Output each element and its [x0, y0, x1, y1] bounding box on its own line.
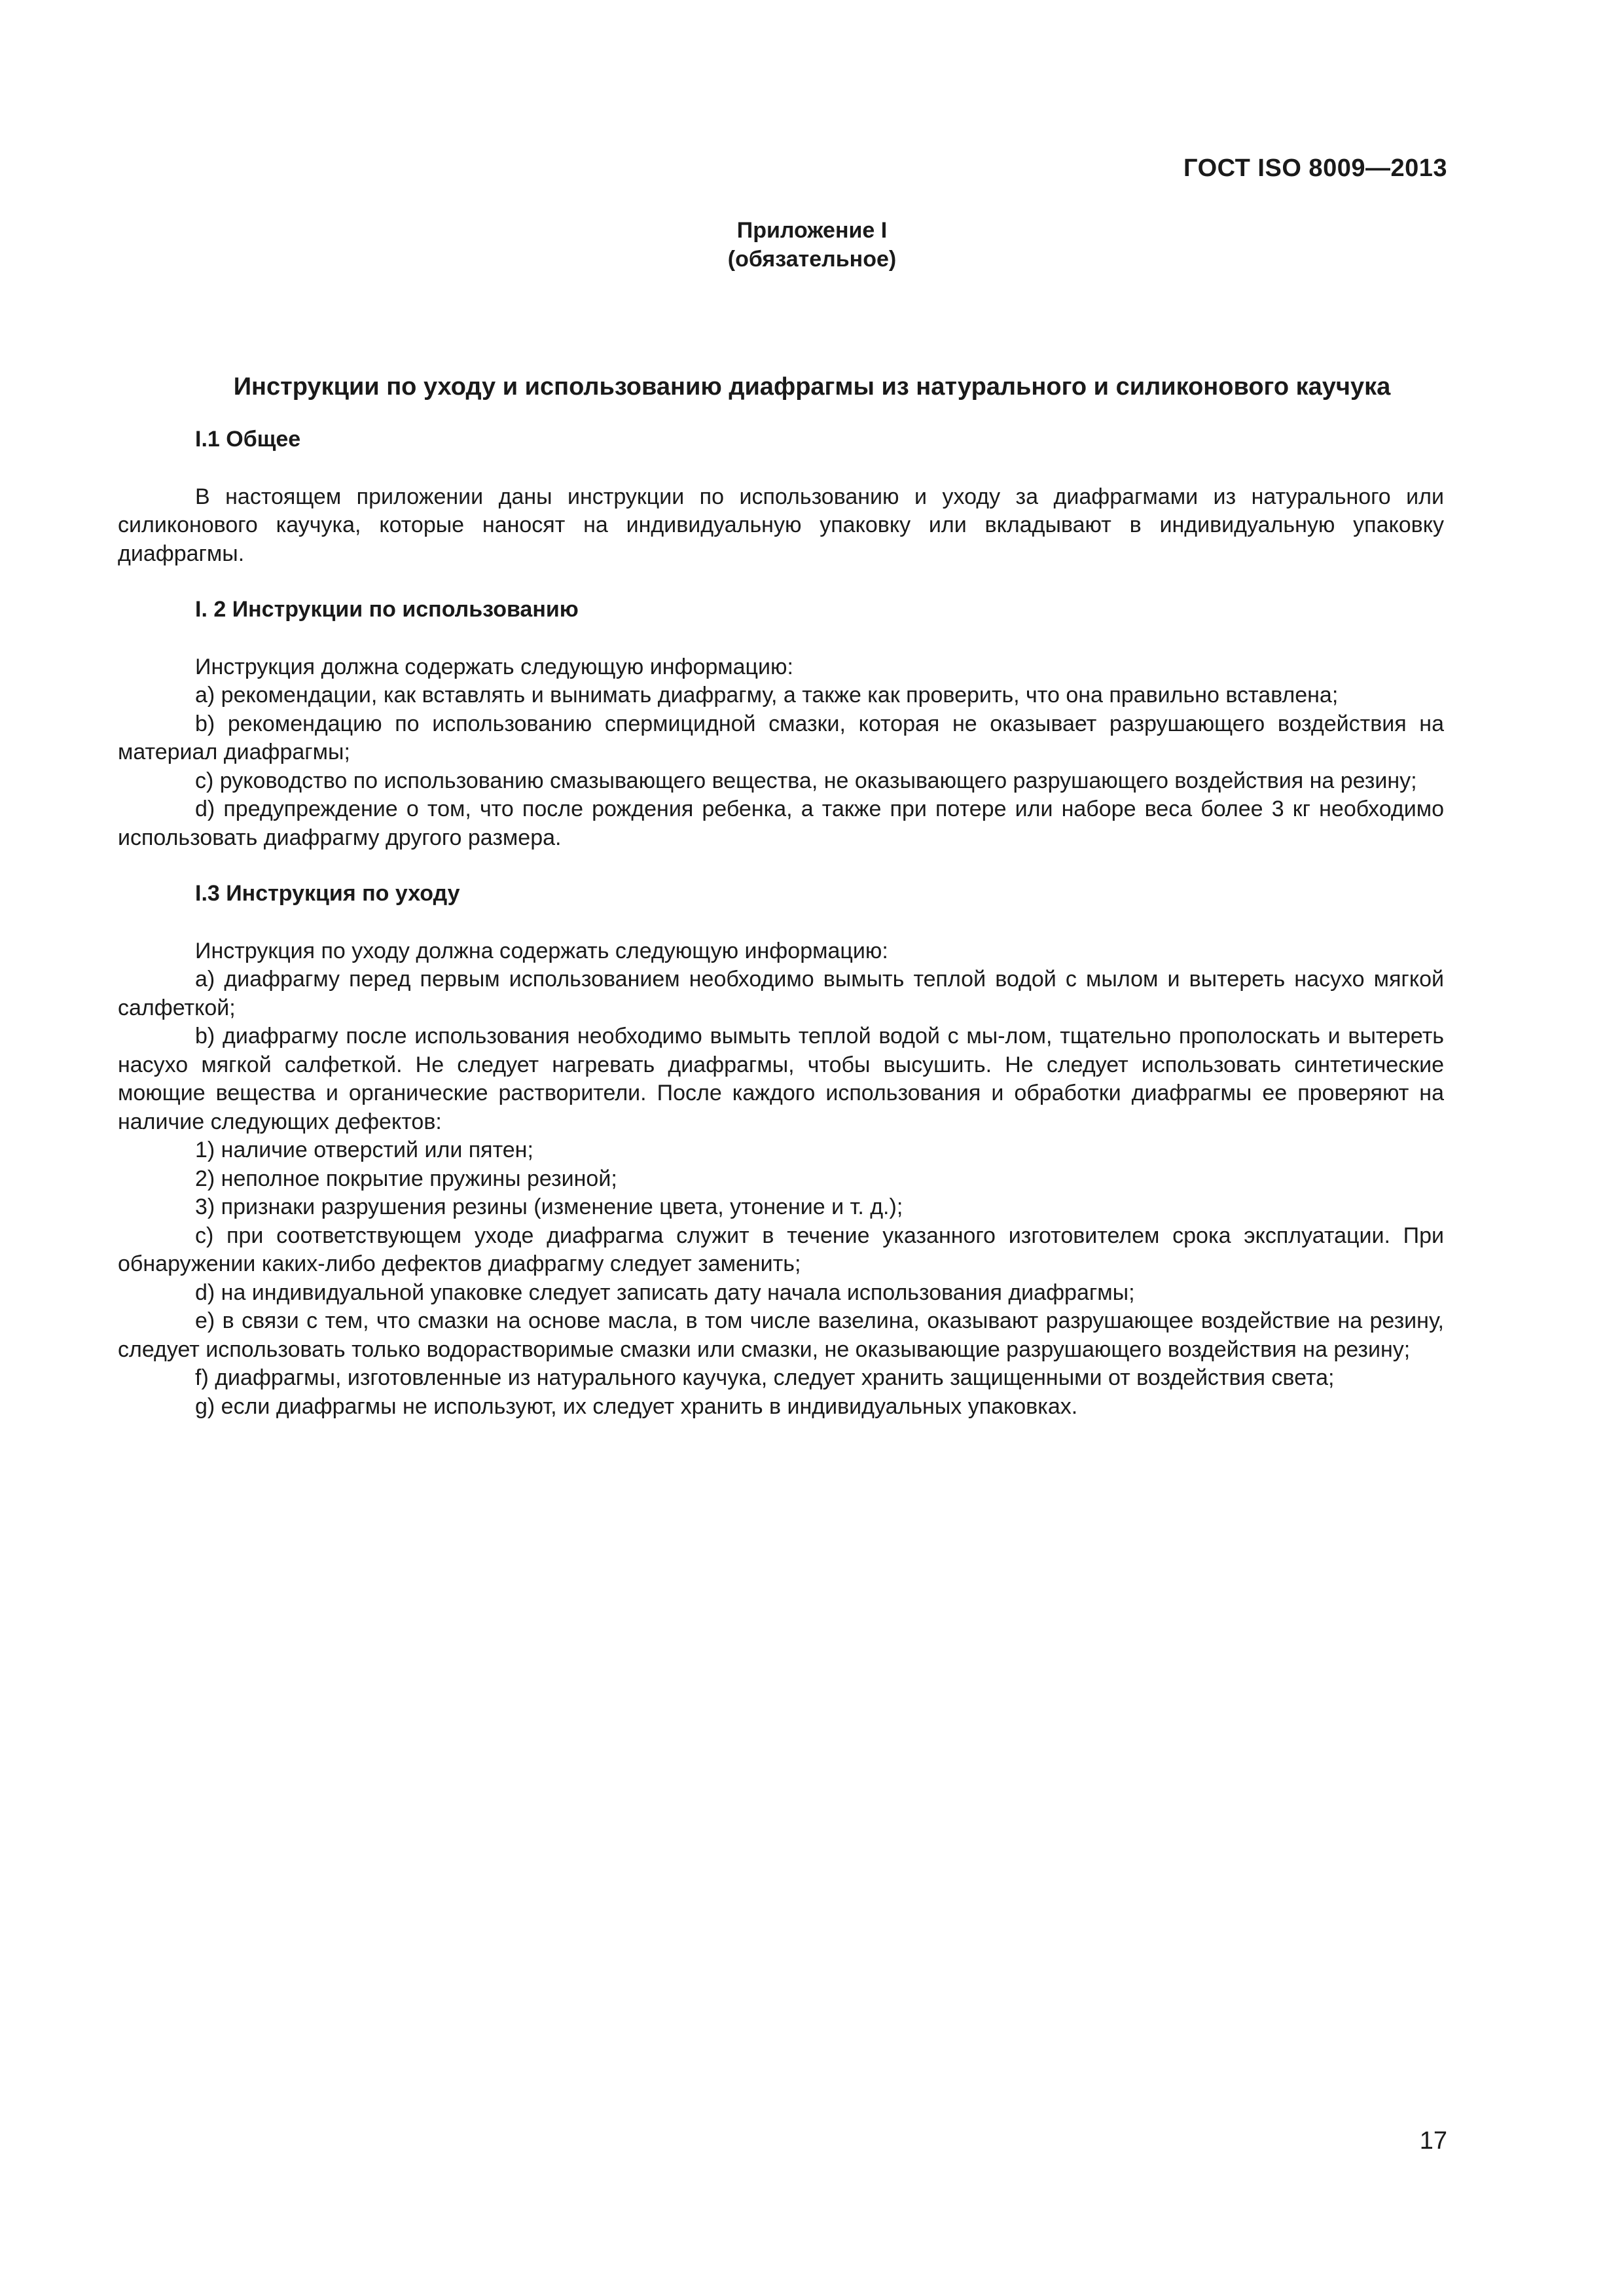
list-item: d) предупреждение о том, что после рождения ребенка, а также при потере или наборе веса более 3 кг необходимо использовать диафрагму другого размера.	[118, 797, 1444, 850]
list-item: c) руководство по использованию смазывающего вещества, не оказывающего разрушающего воздействия на резину;	[195, 768, 1417, 793]
list-item: d) на индивидуальной упаковке следует записать дату начала использования диафрагмы;	[195, 1280, 1135, 1305]
list-item: 3) признаки разрушения резины (изменение цвета, утонение и т. д.);	[195, 1194, 903, 1219]
list-item: 2) неполное покрытие пружины резиной;	[195, 1166, 617, 1191]
appendix-heading	[0, 216, 1624, 274]
paragraph: В настоящем приложении даны инструкции по использованию и уходу за диафрагмами из натурального или силиконового каучука, которые наносят на индивидуальную упаковку или вкладывают в индивидуальную упаковку диафрагмы.	[118, 484, 1444, 566]
section-heading-care: I.3 Инструкция по уходу	[195, 881, 460, 906]
list-item: g) если диафрагмы не используют, их следует хранить в индивидуальных упаковках.	[195, 1393, 1078, 1419]
list-item: f) диафрагмы, изготовленные из натурального каучука, следует хранить защищенными от воздействия света;	[195, 1365, 1335, 1390]
section-heading-usage: I. 2 Инструкции по использованию	[195, 597, 579, 622]
paragraph: Инструкция должна содержать следующую информацию:	[195, 654, 793, 679]
list-item: a) рекомендации, как вставлять и вынимать диафрагму, а также как проверить, что она правильно вставлена;	[195, 683, 1339, 708]
document-title: Инструкции по уходу и использованию диафрагмы из натурального и силиконового каучука	[233, 373, 1391, 401]
list-item: c) при соответствующем уходе диафрагма служит в течение указанного изготовителем срока эксплуатации. При обнаружении каких-либо дефектов диафрагму следует заменить;	[118, 1223, 1444, 1276]
list-item: e) в связи с тем, что смазки на основе масла, в том числе вазелина, оказывают разрушающее воздействие на резину, следует использовать только водорастворимые смазки или смазки, не оказывающие разрушающего воздействия на резину;	[118, 1308, 1444, 1362]
list-item: b) диафрагму после использования необходимо вымыть теплой водой с мы-лом, тщательно прополоскать и вытереть насухо мягкой салфеткой. Не следует нагревать диафрагмы, чтобы высушить. Не следует использовать синтетические моющие вещества и органические растворители. После каждого использования и обработки диафрагмы ее проверяют на наличие следующих дефектов:	[118, 1024, 1444, 1134]
appendix-name: Приложение I	[736, 218, 888, 243]
list-item: a) диафрагму перед первым использованием необходимо вымыть теплой водой с мылом и вытереть насухо мягкой салфеткой;	[118, 967, 1444, 1020]
list-item: b) рекомендацию по использованию спермицидной смазки, которая не оказывает разрушающего воздействия на материал диафрагмы;	[118, 711, 1444, 764]
list-item: 1) наличие отверстий или пятен;	[195, 1138, 533, 1162]
standard-id: ГОСТ ISO 8009—2013	[1183, 154, 1447, 182]
page-number: 17	[1419, 2127, 1447, 2155]
appendix-status: (обязательное)	[727, 247, 897, 272]
paragraph: Инструкция по уходу должна содержать следующую информацию:	[195, 938, 888, 963]
document-body	[118, 425, 1444, 1421]
section-heading-general: I.1 Общее	[195, 427, 301, 452]
